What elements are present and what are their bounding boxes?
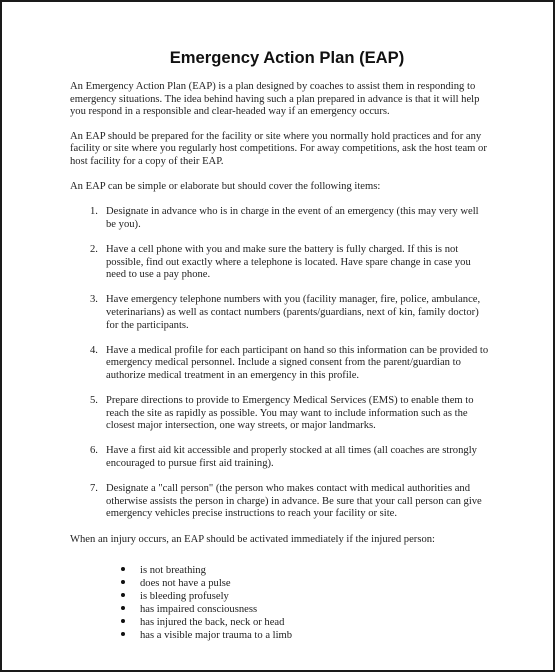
item-text: Prepare directions to provide to Emergency Medical Services (EMS) to enable them to reach the site as rapidly as possible. You may want to include information such as the closest major intersection, one way streets, or major landmarks. [106,395,474,432]
bullet-icon [121,593,125,597]
item-text: Have a medical profile for each participant on hand so this information can be provided to emergency medical personnel. Include a signed consent from the parent/guardian to authorize medical treatment in an emergency in this profile. [106,344,489,381]
bullet-icon [121,632,125,636]
bullet-icon [121,606,125,610]
list-item [90,395,490,433]
item-number: 3. [90,294,98,306]
eap-items-list [70,206,490,521]
item-number: 1. [90,206,98,218]
bullet-text: is bleeding profusely [140,591,229,603]
item-number: 2. [90,243,98,255]
injury-conditions-list [70,564,490,642]
item-number: 5. [90,395,98,407]
list-item [140,577,490,590]
bullet-text: has injured the back, neck or head [140,617,285,629]
list-item [90,206,490,231]
item-number: 7. [90,483,98,495]
bullet-text: has a visible major trauma to a limb [140,630,293,642]
list-item [140,629,490,642]
list-item [90,445,490,470]
document-body [70,48,490,642]
list-item [90,294,490,332]
list-item [140,590,490,603]
item-text: Designate in advance who is in charge in the event of an emergency (this may very well be you). [106,206,479,230]
bullet-text: is not breathing [140,565,206,577]
bullet-text: has impaired consciousness [140,604,258,616]
bullet-icon [121,567,125,571]
bullet-icon [121,580,125,584]
list-item [90,344,490,383]
item-number: 6. [90,445,98,457]
items-intro-paragraph: An EAP can be simple or elaborate but should cover the following items: [70,180,381,192]
intro-paragraph: An Emergency Action Plan (EAP) is a plan designed by coaches to assist them in responding to emergency situations. The idea behind having such a plan prepared in advance is that it will help you respond in a responsible and clear-headed way if an emergency occurs. [70,81,480,118]
bullet-icon [121,619,125,623]
item-text: Have a first aid kit accessible and properly stocked at all times (all coaches are strongly encouraged to pursue first aid training). [106,445,477,470]
item-number: 4. [90,344,98,356]
injury-intro-paragraph: When an injury occurs, an EAP should be activated immediately if the injured person: [70,533,435,545]
list-item [90,483,490,521]
bullet-text: does not have a pulse [140,578,231,590]
item-text: Have emergency telephone numbers with you (facility manager, fire, police, ambulance, veterinarians) as well as contact numbers (parents/guardians, next of kin, family doctor) for the participants. [106,294,481,331]
list-item [140,564,490,577]
document-title: Emergency Action Plan (EAP) [169,48,405,67]
list-item [90,243,490,282]
item-text: Designate a "call person" (the person who makes contact with medical authorities and otherwise assists the person in charge) in advance. Be sure that your call person can give emergency vehicles precise instructions to reach your facility or site. [106,483,482,520]
list-item [140,603,490,616]
list-item [140,616,490,629]
item-text: Have a cell phone with you and make sure the battery is fully charged. If this is not possible, find out exactly where a telephone is located. Have spare change in case you need to use a pay phone. [106,243,471,281]
facility-paragraph: An EAP should be prepared for the facility or site where you normally hold practices and for any facility or site where you regularly host competitions. For away competitions, ask the host team or host facility for a copy of their EAP. [70,130,487,167]
